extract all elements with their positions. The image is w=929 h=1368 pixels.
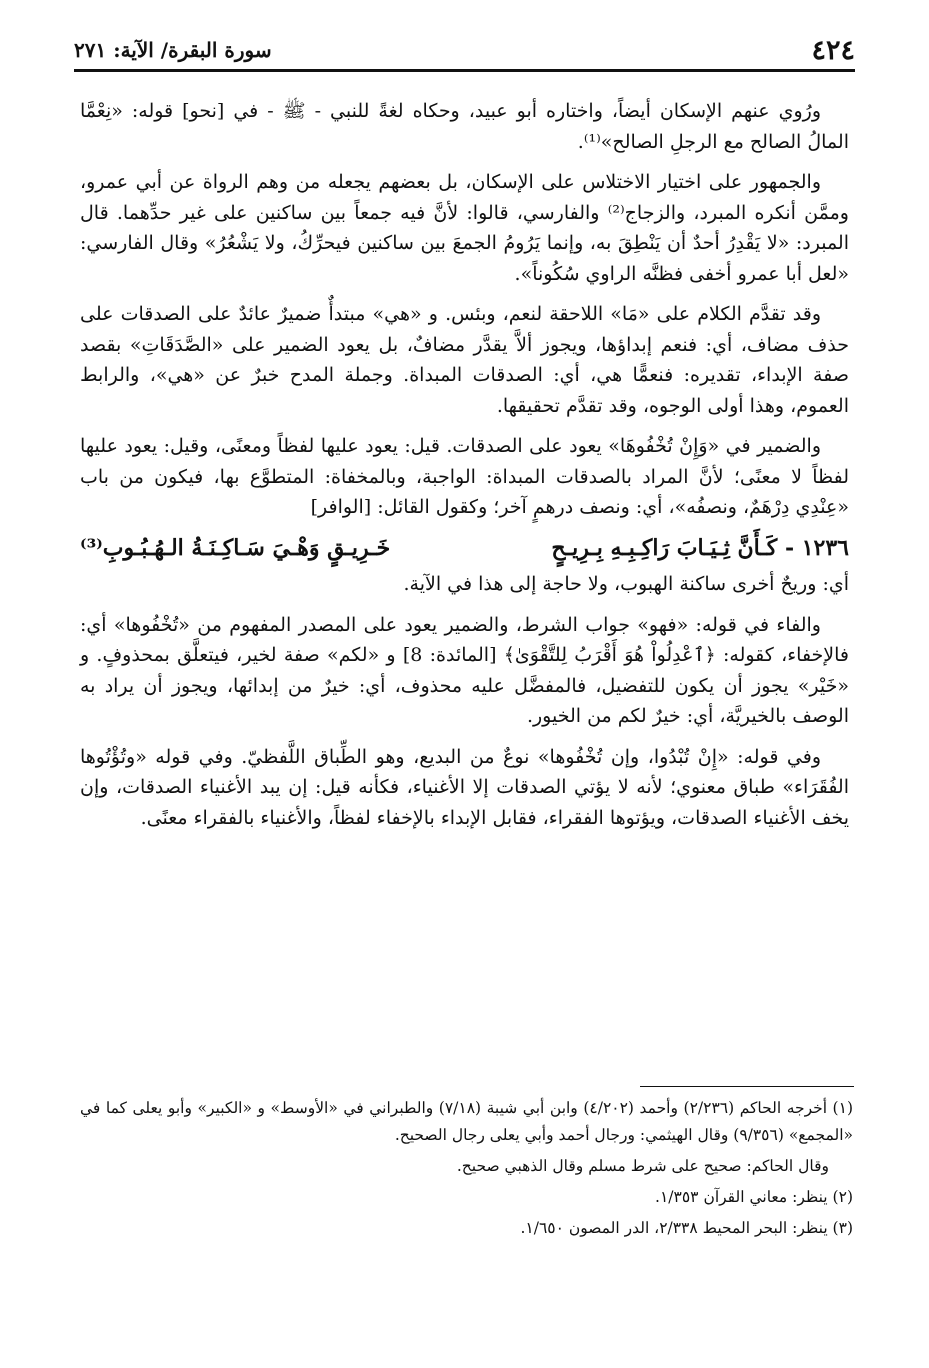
verse-hemistich-1: كَـأَنَّ ثِـيَـابَ رَاكِـبِـهِ بِـرِيـحٍ: [551, 534, 778, 561]
paragraph-2: والجمهور على اختيار الاختلاس على الإسكان، بل بعضهم يجعله من وهم الرواة عن أبي عمرو، وممَّن أنكره المبرد، والزجاج⁽²⁾ والفارسي، قالوا: لأنَّ فيه جمعاً بين ساكنين على غير حدِّهما. قال المبرد: «لا يَقْدِرُ أحدٌ أن يَنْطِقَ به، وإنما يَرُومُ الجمعَ بين ساكنين فيحرِّكُ، ولا يَشْعُرُ» وقال الفارسي: «لعل أبا عمرو أخفى فظنَّه الراوي سُكُوناً».: [80, 171, 849, 285]
paragraph-5: أي: وريحٌ أخرى ساكنة الهبوب، ولا حاجة إلى هذا في الآية.: [403, 573, 849, 595]
verse-hemistich-2: خَـرِيـقٍ وَهْـيَ سَـاكِـنَـةُ الـهُـبُـوبِ⁽³⁾: [80, 534, 391, 561]
footnotes: [80, 1095, 853, 1246]
footnote-1-continued: وقال الحاكم: صحيح على شرط مسلم وقال الذهبي صحيح.: [456, 1157, 829, 1175]
paragraph-1: ورُوي عنهم الإسكان أيضاً، واختاره أبو عبيد، وحكاه لغةً للنبي - ﷺ - في [نحو] قوله: «نِعْمَّا المالُ الصالح مع الرجلِ الصالح»⁽¹⁾.: [80, 100, 849, 153]
verse-number: ١٢٣٦ -: [784, 534, 849, 561]
poetry-verse: [80, 533, 849, 564]
main-text: [80, 96, 849, 843]
page-header: [74, 28, 855, 72]
surah-title: سورة البقرة/ الآية: ٢٧١: [74, 38, 272, 62]
footnote-rule: [640, 1086, 854, 1087]
footnote-3: (٣) ينظر: البحر المحيط ٢/٣٣٨، الدر المصون ١/٦٥٠.: [520, 1219, 853, 1237]
page-number: ٤٢٤: [811, 34, 855, 66]
paragraph-3: وقد تقدَّم الكلام على «مَا» اللاحقة لنعم، وبئس. و «هي» مبتدأٌ ضميرٌ عائدٌ على الصدقات على حذف مضاف، أي: فنعم إبداؤها، ويجوز ألاَّ يقدَّر مضافٌ، بل يعود الضمير على «الصَّدَقَاتِ» بقصد صفة الإبداء، تقديره: فنعمًّا هي، أي: الصدقات المبداة. وجملة المدح خبرٌ عن «هي»، والرابط العموم، وهذا أولى الوجوه، وقد تقدَّم تحقيقها.: [80, 303, 849, 417]
footnote-1: (١) أخرجه الحاكم (٢/٢٣٦) وأحمد (٤/٢٠٢) وابن أبي شيبة (٧/١٨) والطبراني في «الأوسط» و «الكبير» وأبو يعلى كما في «المجمع» (٩/٣٥٦) وقال الهيثمي: ورجال أحمد وأبي يعلى رجال الصحيح.: [80, 1099, 853, 1144]
header-spacer: [272, 50, 812, 51]
paragraph-7: وفي قوله: «إِنْ تُبْدُوا، وإن تُخْفُوها» نوعٌ من البديع، وهو الطِّباق اللَّفظيّ. وفي قوله «وتُؤْتُوها الفُقَرَاء» طباق معنوي؛ لأنه لا يؤتي الصدقات إلا الأغنياء، فكأنه قيل: إن يبد الأغنياء الصدقات، وإن يخف الأغنياء الصدقات، ويؤتوها الفقراء، فقابل الإبداء بالإخفاء لفظاً، والأغنياء بالفقراء معنًى.: [80, 745, 849, 829]
verse-first-half: [551, 533, 849, 564]
paragraph-4: والضمير في «وَإِنْ تُخْفُوهَا» يعود على الصدقات. قيل: يعود عليها لفظاً ومعنًى، وقيل: يعود عليها لفظاً لا معنًى؛ لأنَّ المراد بالصدقات المبداة: الواجبة، وبالمخفاة: المتطوَّع بها، فيكون من باب «عِنْدِي دِرْهَمٌ، ونصفُه»، أي: ونصف درهمٍ آخر؛ وكقول القائل: [الوافر]: [80, 435, 849, 518]
paragraph-6: والفاء في قوله: «فهو» جواب الشرط، والضمير يعود على المصدر المفهوم من «تُخْفُوها» أي: فالإخفاء، كقوله: ﴿ٱعْدِلُواْ هُوَ أَقْرَبُ لِلتَّقْوَىٰ﴾ [المائدة: 8] و «لكم» صفة لخير، فيتعلَّق بمحذوفٍ. و «خَيْر» يجوز أن يكون للتفضيل، فالمفضَّل عليه محذوف، أي: خيرٌ من إبدائها، ويجوز أن يراد به الوصف بالخيريَّة، أي: خيرٌ لكم من الخيور.: [80, 613, 850, 727]
header-rule: [74, 69, 855, 72]
footnote-2: (٢) ينظر: معاني القرآن ١/٣٥٣.: [655, 1188, 853, 1206]
